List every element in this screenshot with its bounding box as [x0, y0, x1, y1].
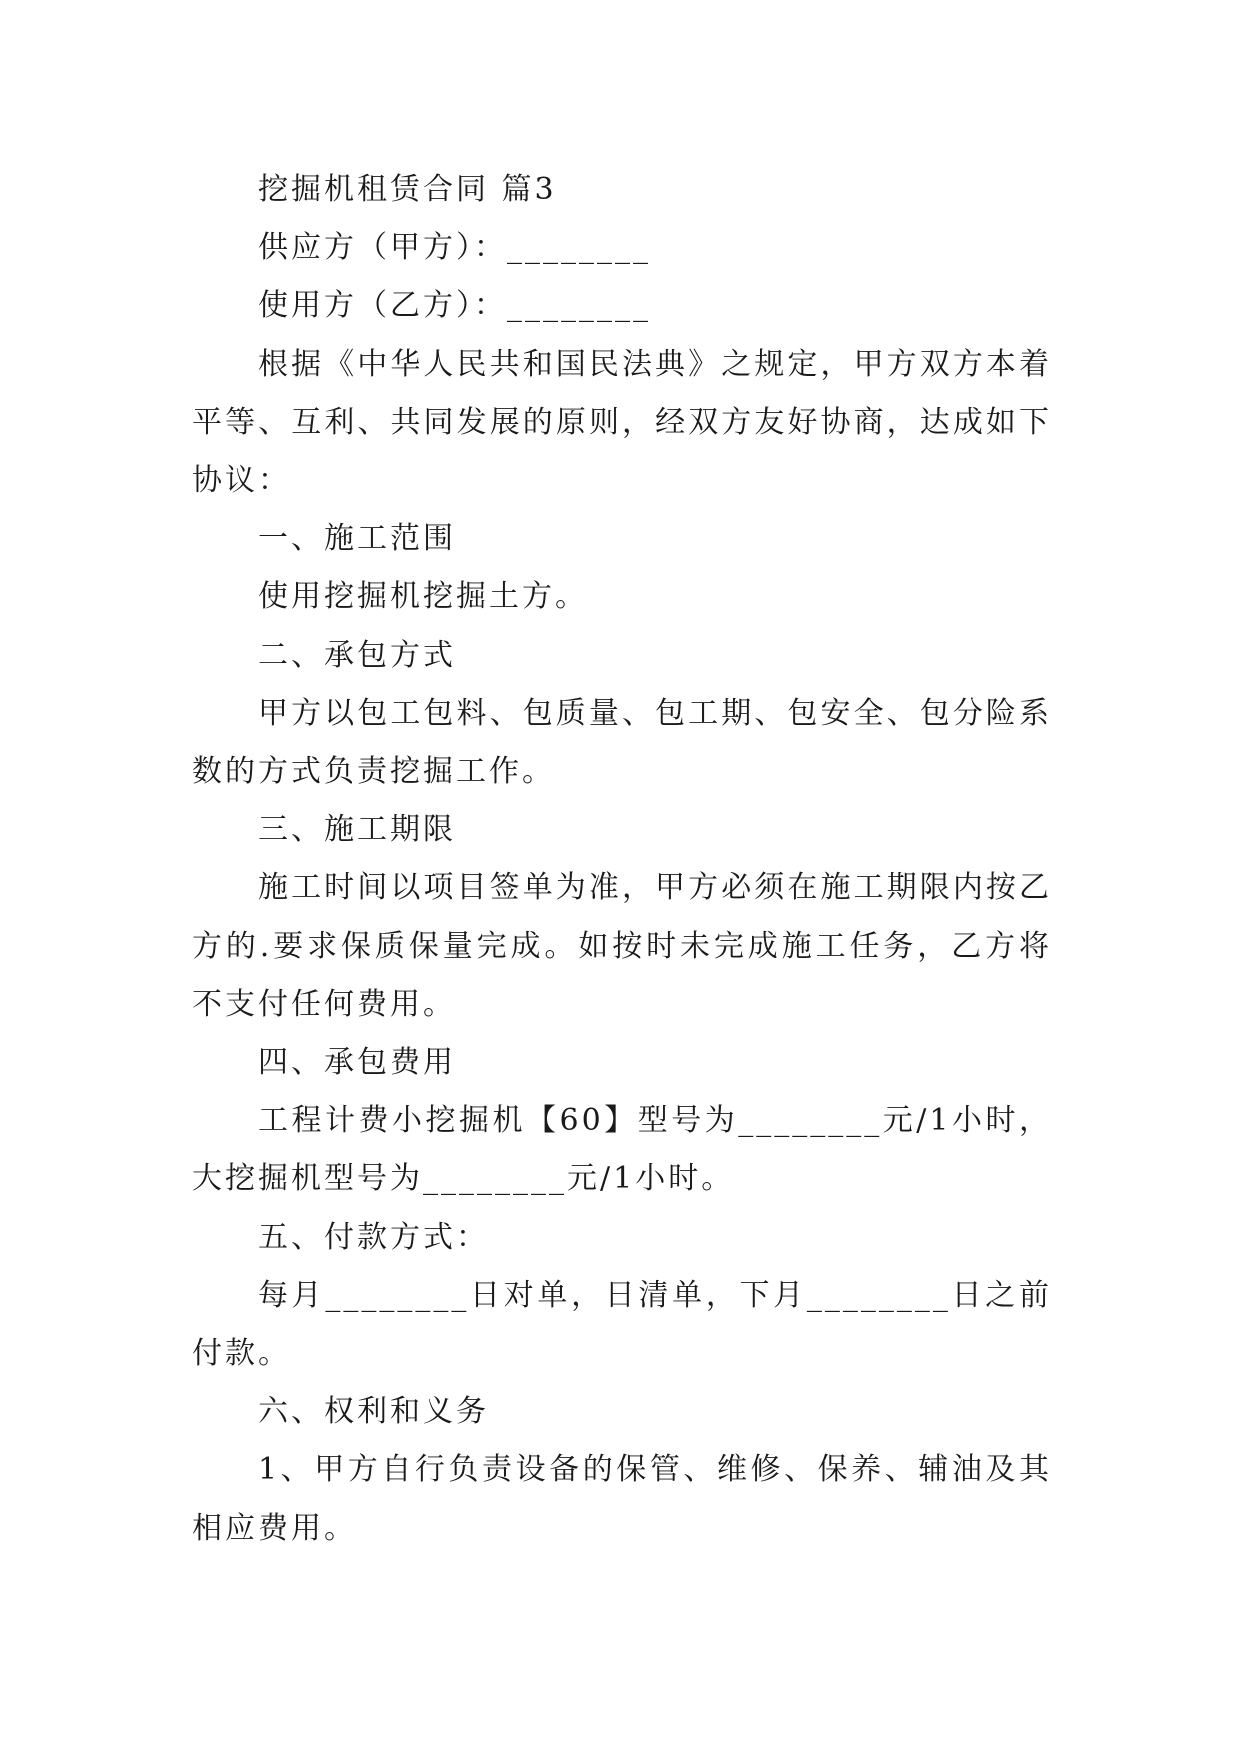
party-a-line: 供应方（甲方）：________ [258, 230, 651, 266]
section-heading-contract-method: 二、承包方式 [258, 637, 456, 673]
section-heading-fees: 四、承包费用 [258, 1045, 456, 1081]
section-heading-period: 三、施工期限 [258, 812, 456, 848]
section-body-rights-1: 1、甲方自行负责设备的保管、维修、保养、辅油及其相应费用。 [192, 1452, 1052, 1546]
section-heading-scope: 一、施工范围 [258, 521, 456, 557]
section-body-contract-method: 甲方以包工包料、包质量、包工期、包安全、包分险系数的方式负责挖掘工作。 [192, 695, 1052, 790]
section-heading-rights: 六、权利和义务 [258, 1394, 489, 1430]
document-body [192, 161, 1052, 1558]
section-body-fees: 工程计费小挖掘机【60】型号为________元/1小时，大挖掘机型号为________元/1小时。 [192, 1103, 1052, 1197]
document-title: 挖掘机租赁合同 篇3 [258, 172, 557, 207]
section-body-scope: 使用挖掘机挖掘土方。 [258, 579, 588, 615]
section-body-period: 施工时间以项目签单为准，甲方必须在施工期限内按乙方的.要求保质保量完成。如按时未完成施工任务，乙方将不支付任何费用。 [192, 870, 1052, 1022]
preamble-paragraph: 根据《中华人民共和国民法典》之规定，甲方双方本着平等、互利、共同发展的原则，经双方友好协商，达成如下协议： [192, 346, 1052, 499]
party-b-line: 使用方（乙方）：________ [258, 288, 651, 324]
section-body-payment: 每月________日对单，日清单，下月________日之前付款。 [192, 1277, 1052, 1372]
section-heading-payment: 五、付款方式： [258, 1219, 489, 1255]
